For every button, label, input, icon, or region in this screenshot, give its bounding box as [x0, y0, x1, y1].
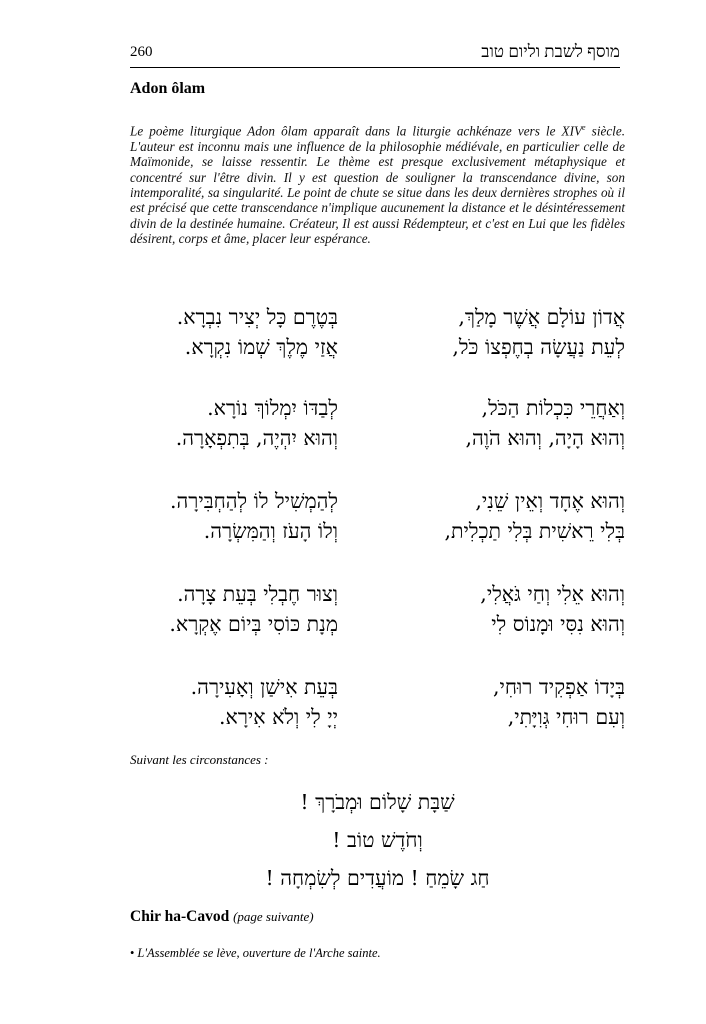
verse-line: וְהוּא הָיָה, וְהוּא הֹוֶה, [465, 426, 625, 450]
greeting-hodesh: וְחֹדֶשׁ טוֹב ! [332, 828, 423, 852]
verse-line: וְהוּא אֶחָד וְאֵין שֵׁנִי, [475, 489, 625, 513]
verse-line: אֲזַי מֶלֶךְ שְׁמוֹ נִקְרָא. [184, 335, 338, 359]
bullet-icon: • [130, 946, 135, 960]
verse-line: וְהוּא נִסִּי וּמָנוֹס לִי [491, 612, 625, 636]
verse-line: יְיָ לִי וְלֹא אִירָא. [219, 705, 338, 729]
next-section-title: Chir ha-Cavod [130, 908, 230, 925]
poem-stanza-1 [130, 305, 625, 367]
greeting-hag: חַג שָׂמֵחַ ! מוֹעֲדִים לְשִׂמְחָה ! [265, 866, 490, 890]
verse-line: וְצוּר חֶבְלִי בְּעֵת צָרָה. [177, 582, 338, 606]
section-title: Adon ôlam [130, 80, 206, 97]
verse-line: בְּטֶרֶם כָּל יְצִיר נִבְרָא. [176, 305, 338, 329]
intro-superscript: e [582, 123, 586, 132]
verse-line: וְהוּא אֵלִי וְחַי גֹּאֲלִי, [480, 582, 625, 606]
verse-line: מְנָת כּוֹסִי בְּיוֹם אֶקְרָא. [169, 612, 338, 636]
verse-line: בְּיָדוֹ אַפְקִיד רוּחִי, [493, 675, 625, 699]
verse-line: לְהַמְשִׁיל לוֹ לְהַחְבִּירָה. [169, 489, 338, 513]
next-section-note: (page suivante) [233, 909, 314, 924]
verse-line: וְעִם רוּחִי גְּוִיָּתִי, [507, 705, 625, 729]
verse-line: לְבַדּוֹ יִמְלוֹךְ נוֹרָא. [207, 396, 338, 420]
verse-line: וְלוֹ הָעֹז וְהַמִּשְׂרָה. [203, 519, 338, 543]
page-header [130, 42, 620, 66]
poem-stanza-2 [130, 396, 625, 458]
verse-line: בְּעֵת אִישַׁן וְאָעִירָה. [190, 675, 338, 699]
liturgical-instruction [130, 946, 381, 961]
verse-line: וְאַחֲרֵי כִּכְלוֹת הַכֹּל, [481, 396, 625, 420]
running-title: מוסף לשבת וליום טוב [481, 42, 620, 61]
intro-text-rest: siècle. L'auteur est inconnu mais une influence de la philosophie médiévale, en particulier celle de Maïmonide, se laisse ressentir. Le thème est presque exclusivement métaphysique et concentré sur l'être divin. Il y est question de souligner la transcendance divine, son intemporalité, sa singularité. Le point de chute se situe dans les deux dernières strophes où il est précisé que cette transcendance n'implique aucunement la distance et le désintéressement divin de la destinée humaine. Créateur, Il est aussi Rédempteur, et c'est en Lui que les fidèles désirent, corps et âme, placer leur espérance. [130, 123, 625, 247]
intro-text-start: Le poème liturgique Adon ôlam apparaît dans la liturgie achkénaze vers le XIV [130, 123, 583, 139]
verse-line: בְּלִי רֵאשִׁית בְּלִי תַכְלִית, [444, 519, 625, 543]
greeting-shabbat: שַׁבָּת שָׁלוֹם וּמְבֹרָךְ ! [300, 790, 455, 814]
page-number: 260 [130, 44, 153, 60]
poem-stanza-3 [130, 489, 625, 551]
circumstances-label: Suivant les circonstances : [130, 752, 269, 767]
next-section-heading [130, 908, 314, 926]
poem-stanza-4 [130, 582, 625, 644]
header-rule [130, 67, 620, 68]
poem-stanza-5 [130, 675, 625, 737]
verse-line: אֲדוֹן עוֹלָם אֲשֶׁר מָלַךְ, [458, 305, 625, 329]
verse-line: לְעֵת נַעֲשָׂה בְחֶפְצוֹ כֹּל, [452, 335, 625, 359]
instruction-text: L'Assemblée se lève, ouverture de l'Arche sainte. [137, 946, 381, 960]
intro-paragraph [130, 120, 625, 247]
verse-line: וְהוּא יִהְיֶה, בְּתִפְאָרָה. [175, 426, 338, 450]
